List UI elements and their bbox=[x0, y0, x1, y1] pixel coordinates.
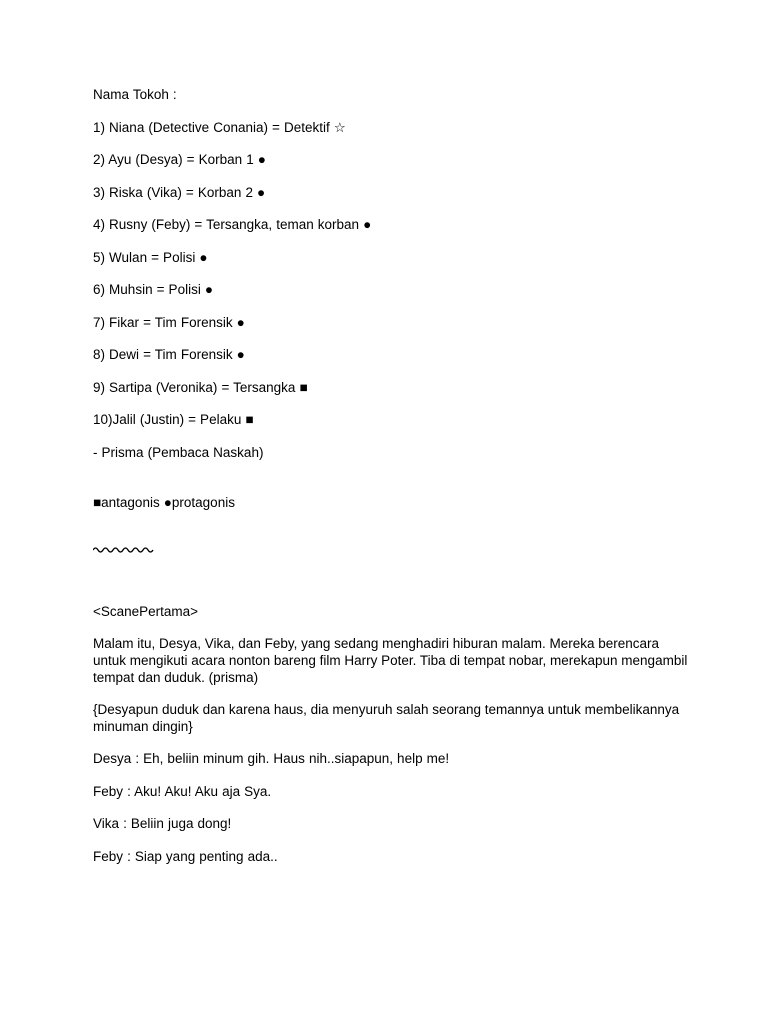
scene-title: <ScanePertama> bbox=[93, 603, 199, 619]
cast-item: 8) Dewi = Tim Forensik ● bbox=[93, 347, 245, 362]
cast-item: 10)Jalil (Justin) = Pelaku ■ bbox=[93, 412, 254, 427]
cast-item: 9) Sartipa (Veronika) = Tersangka ■ bbox=[93, 379, 308, 395]
legend: ■antagonis ●protagonis bbox=[93, 494, 235, 510]
cast-item: 7) Fikar = Tim Forensik ● bbox=[93, 314, 245, 330]
dialogue-line: Desya : Eh, beliin minum gih. Haus nih..siapapun, help me! bbox=[93, 751, 450, 766]
stage-direction: {Desyapun duduk dan karena haus, dia menyuruh salah seorang temannya untuk membelikannya minuman dingin} bbox=[93, 702, 680, 734]
narrator-item: - Prisma (Pembaca Naskah) bbox=[93, 444, 264, 460]
narration-paragraph: Malam itu, Desya, Vika, dan Feby, yang sedang menghadiri hiburan malam. Mereka berencara untuk mengikuti acara nonton bareng film Harry Poter. Tiba di tempat nobar, merekapun mengambil tempat dan duduk. (prisma) bbox=[93, 636, 688, 685]
cast-item: 5) Wulan = Polisi ● bbox=[93, 249, 208, 265]
dialogue-line: Feby : Siap yang penting ada.. bbox=[93, 848, 278, 864]
cast-heading: Nama Tokoh : bbox=[93, 87, 177, 102]
script-content bbox=[93, 86, 693, 880]
cast-item: 1) Niana (Detective Conania) = Detektif ☆ bbox=[93, 119, 346, 135]
dialogue-line: Feby : Aku! Aku! Aku aja Sya. bbox=[93, 783, 272, 799]
cast-item: 6) Muhsin = Polisi ● bbox=[93, 282, 214, 297]
cast-item: 4) Rusny (Feby) = Tersangka, teman korban ● bbox=[93, 217, 372, 232]
cast-item: 3) Riska (Vika) = Korban 2 ● bbox=[93, 184, 266, 200]
tilde-wave-divider-icon bbox=[93, 541, 693, 563]
cast-item: 2) Ayu (Desya) = Korban 1 ● bbox=[93, 152, 266, 167]
dialogue-line: Vika : Beliin juga dong! bbox=[93, 816, 232, 831]
